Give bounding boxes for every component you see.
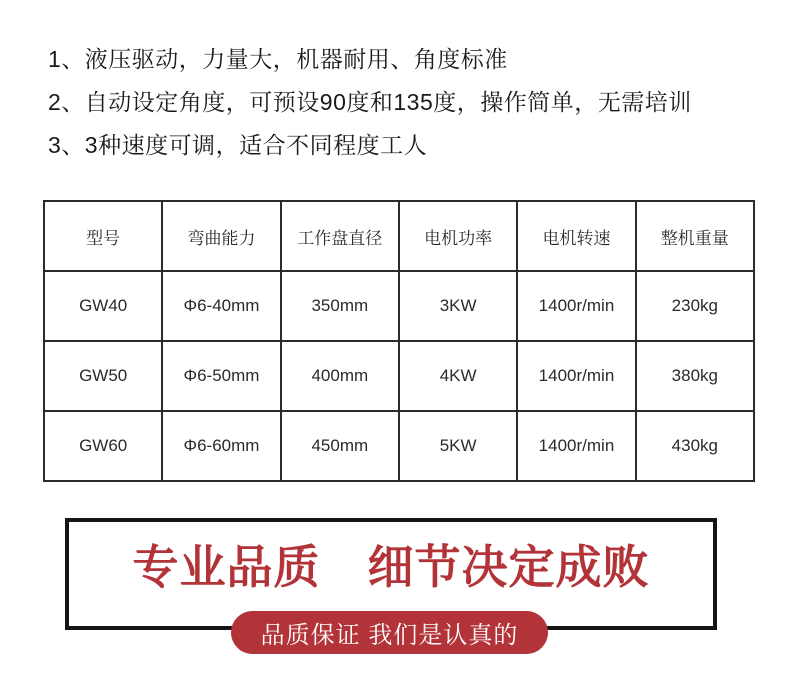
feature-item-3: 3、3种速度可调，适合不同程度工人: [48, 132, 428, 158]
cell-machine-weight: 230kg: [636, 271, 754, 341]
cell-motor-power: 4KW: [399, 341, 517, 411]
cell-motor-speed: 1400r/min: [517, 271, 635, 341]
header-worktable-diameter: 工作盘直径: [281, 201, 399, 271]
cell-worktable-diameter: 350mm: [281, 271, 399, 341]
header-model: 型号: [44, 201, 162, 271]
cell-bending-capacity: Φ6-50mm: [162, 341, 280, 411]
cell-worktable-diameter: 400mm: [281, 341, 399, 411]
cell-motor-power: 5KW: [399, 411, 517, 481]
feature-item-1: 1、液压驱动，力量大，机器耐用、角度标准: [48, 46, 508, 72]
header-motor-speed: 电机转速: [517, 201, 635, 271]
quality-guarantee-badge: 品质保证 我们是认真的: [231, 611, 548, 654]
cell-motor-power: 3KW: [399, 271, 517, 341]
feature-list: [48, 44, 692, 173]
table-row-gw40: [44, 271, 754, 341]
cell-bending-capacity: Φ6-40mm: [162, 271, 280, 341]
table-row-gw50: [44, 341, 754, 411]
banner-title: 专业品质 细节决定成败: [132, 541, 650, 593]
cell-model: GW50: [44, 341, 162, 411]
cell-machine-weight: 430kg: [636, 411, 754, 481]
cell-machine-weight: 380kg: [636, 341, 754, 411]
cell-motor-speed: 1400r/min: [517, 341, 635, 411]
cell-bending-capacity: Φ6-60mm: [162, 411, 280, 481]
header-bending-capacity: 弯曲能力: [162, 201, 280, 271]
table-row-gw60: [44, 411, 754, 481]
header-machine-weight: 整机重量: [636, 201, 754, 271]
cell-motor-speed: 1400r/min: [517, 411, 635, 481]
cell-worktable-diameter: 450mm: [281, 411, 399, 481]
spec-table: [43, 200, 755, 482]
feature-item-2: 2、自动设定角度，可预设90度和135度，操作简单，无需培训: [48, 89, 692, 115]
header-motor-power: 电机功率: [399, 201, 517, 271]
spec-table-header-row: [44, 201, 754, 271]
cell-model: GW40: [44, 271, 162, 341]
cell-model: GW60: [44, 411, 162, 481]
